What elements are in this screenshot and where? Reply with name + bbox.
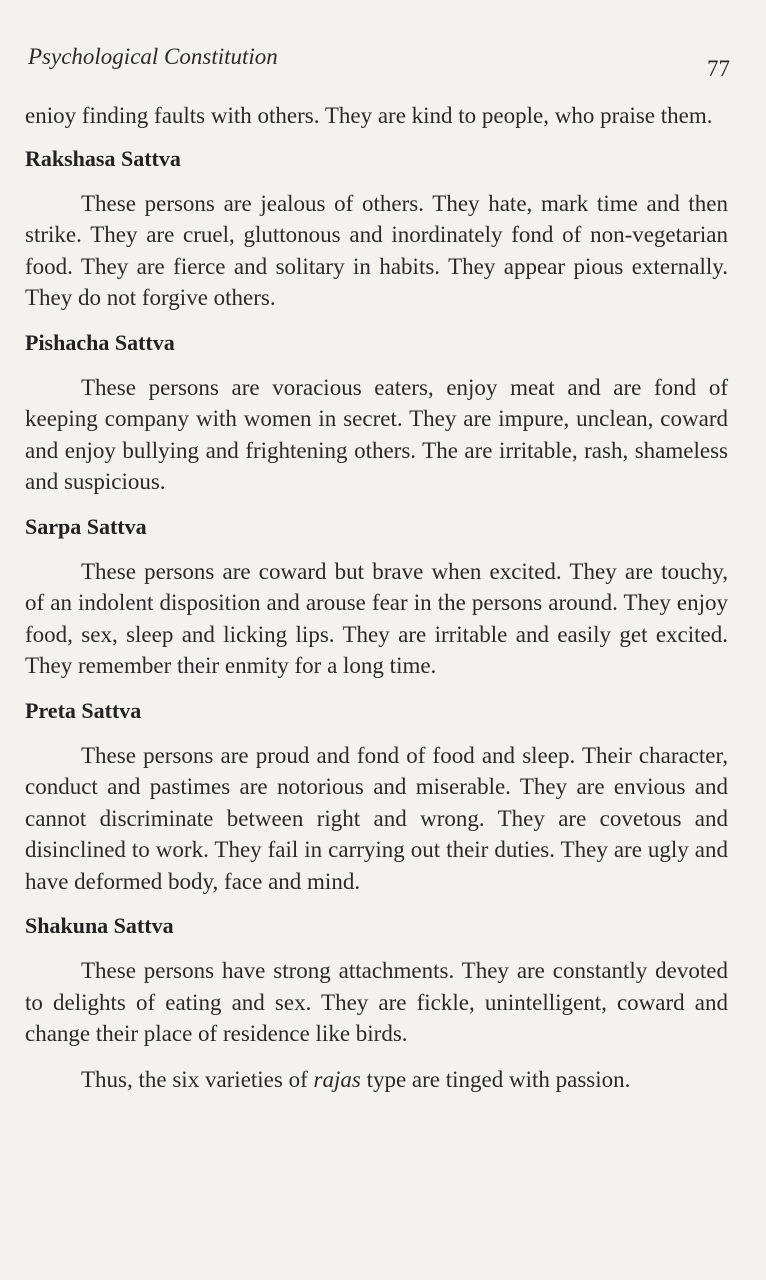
opening-paragraph: enioy finding faults with others. They are kind to people, who praise them. <box>25 103 713 128</box>
section-heading: Rakshasa Sattva <box>25 145 181 171</box>
closing-paragraph <box>25 1064 728 1096</box>
section-paragraph: These persons have strong attachments. They are constantly devoted to delights of eating and sex. They are fickle, unintelligent, coward and change their place of residence like birds. <box>25 958 728 1046</box>
section-shakuna <box>25 911 728 1050</box>
section-paragraph: These persons are proud and fond of food and sleep. Their character, conduct and pastimes are notorious and miserable. They are envious and cannot discriminate between right and wrong. They are covetous and disinclined to work. They fail in carrying out their duties. They are ugly and have deformed body, face and mind. <box>25 742 728 894</box>
section-paragraph: These persons are coward but brave when excited. They are touchy, of an indolent disposition and arouse fear in the persons around. They enjoy food, sex, sleep and licking lips. They are irritable and easily get excited. They remember their enmity for a long time. <box>25 558 728 678</box>
page-body <box>25 100 728 1095</box>
section-heading: Pishacha Sattva <box>25 329 175 355</box>
section-paragraph: These persons are jealous of others. They hate, mark time and then strike. They are cruel, gluttonous and inordinately fond of non-vegetarian food. They are fierce and solitary in habits. They appear pious externally. They do not forgive others. <box>25 190 728 310</box>
running-head: Psychological Constitution <box>28 44 278 69</box>
closing-text-end: type are tinged with passion. <box>360 1066 631 1092</box>
section-heading: Preta Sattva <box>25 697 142 723</box>
section-sarpa <box>25 512 728 682</box>
section-preta <box>25 696 728 898</box>
section-heading: Shakuna Sattva <box>25 913 174 938</box>
closing-emphasis: rajas <box>313 1066 361 1092</box>
closing-text-start: Thus, the six varieties of <box>81 1066 314 1092</box>
section-rakshasa <box>25 144 728 314</box>
page-number: 77 <box>707 56 730 81</box>
section-paragraph: These persons are voracious eaters, enjoy meat and are fond of keeping company with women in secret. They are impure, unclean, coward and enjoy bullying and frightening others. The are irritable, rash, shameless and suspicious. <box>25 374 728 494</box>
section-pishacha <box>25 328 728 498</box>
section-heading: Sarpa Sattva <box>25 513 147 539</box>
